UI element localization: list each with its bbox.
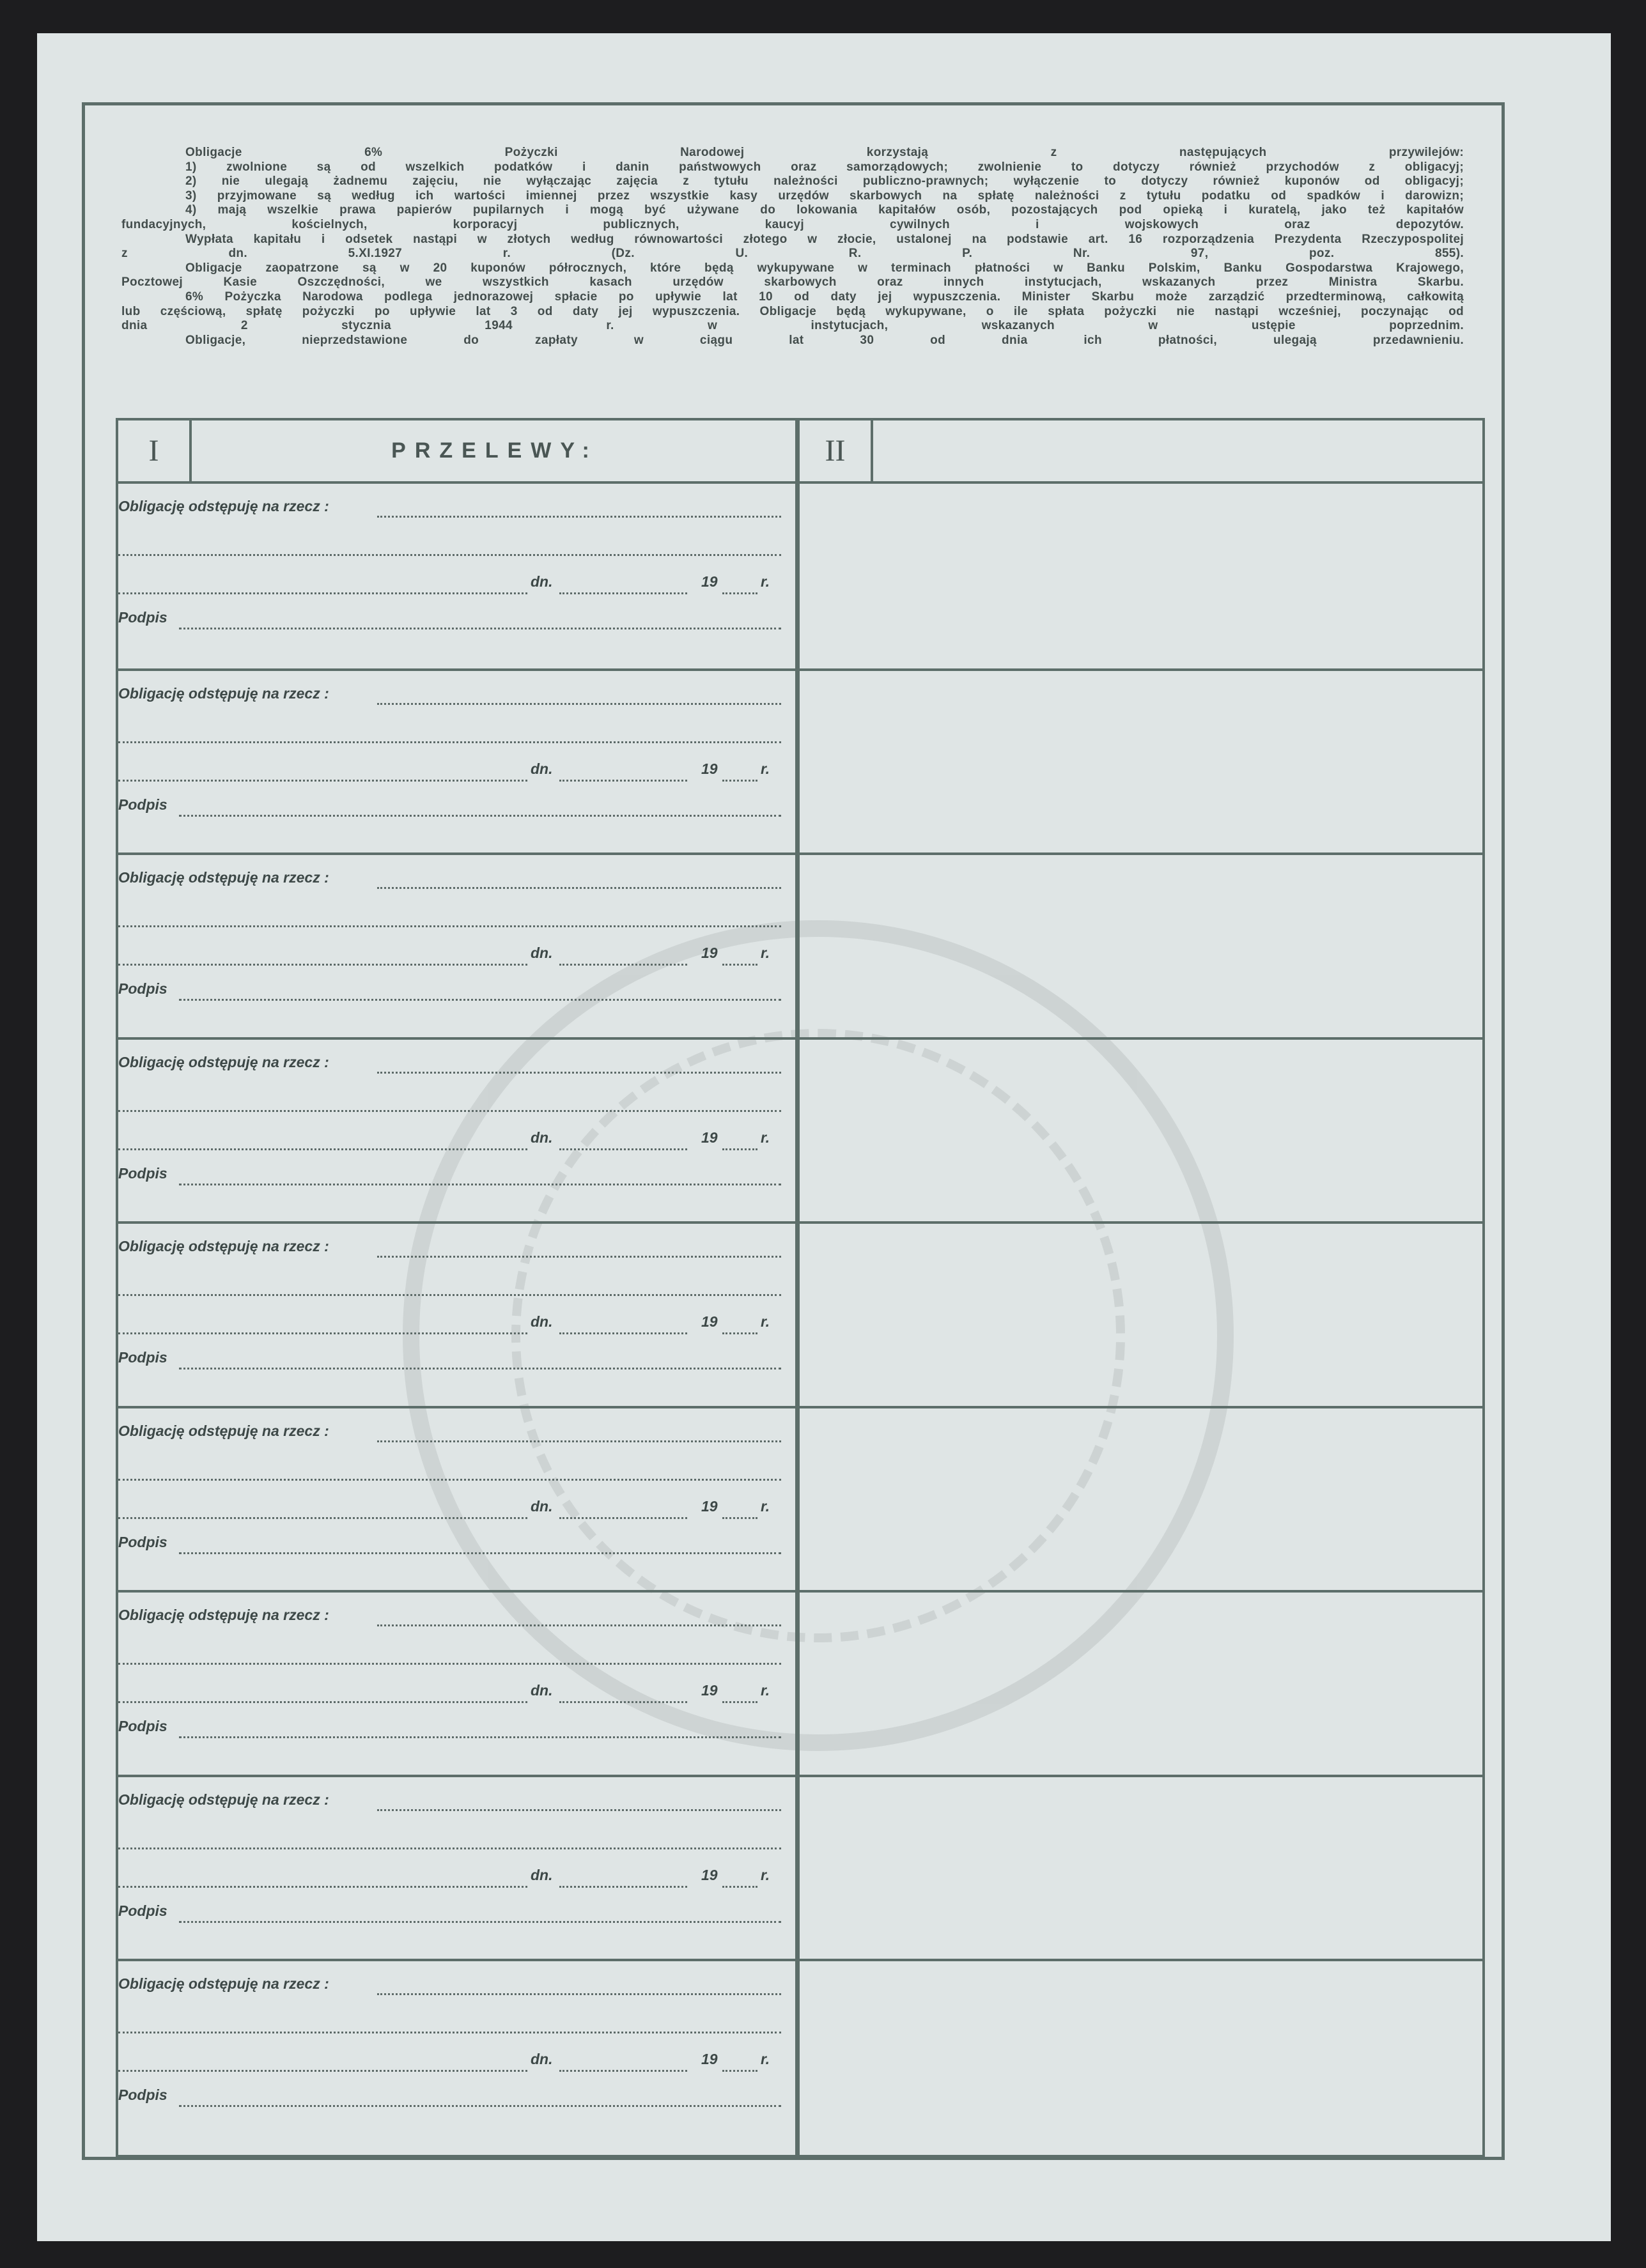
year-line[interactable] [722,592,757,594]
transfer-label: Obligację odstępuję na rzecz : [118,869,329,886]
signature-line[interactable] [179,1368,781,1369]
assignee-line[interactable] [377,1440,781,1442]
year-prefix: 19 [701,1129,718,1146]
transfers-column-right [797,418,1485,2157]
signature-label: Podpis [118,609,167,626]
year-suffix: r. [761,2051,770,2067]
right-entry-divider [800,1221,1482,1224]
intro-line: lub częściową, spłatę pożyczki po upływie lat 3 od daty jej wypuszczenia. Obligacje będą wykupywane, o ile spłata pożyczki nie nastąpi wcześniej, poczynając od [121,304,1464,318]
year-prefix: 19 [701,1313,718,1330]
assignee-line[interactable] [377,1809,781,1811]
year-prefix: 19 [701,1866,718,1883]
signature-line[interactable] [179,1184,781,1185]
assignee-line[interactable] [377,1624,781,1626]
year-suffix: r. [761,945,770,961]
transfer-label: Obligację odstępuję na rzecz : [118,1422,329,1439]
year-prefix: 19 [701,573,718,590]
assignee-line-2[interactable] [118,741,781,743]
date-label: dn. [531,945,553,961]
column-number-left: I [148,434,159,468]
date-place-line[interactable] [118,1701,527,1703]
assignee-line[interactable] [377,703,781,705]
year-line[interactable] [722,1701,757,1703]
signature-label: Podpis [118,1718,167,1734]
intro-line: Obligacje zaopatrzone są w 20 kuponów półrocznych, które będą wykupywane w terminach płatności w Banku Polskim, Banku Gospodarstwa Krajowego, [185,261,1464,275]
title-box [192,420,798,481]
column-number-box [118,420,192,481]
signature-label: Podpis [118,2087,167,2103]
transfer-entry [118,668,795,856]
intro-line: 4) mają wszelkie prawa papierów pupilarnych i mogą być używane do lokowania kapitałów osób, pozostających pod opieką i kuratelą, jako też kapitałów [185,203,1464,217]
right-entry-divider [800,668,1482,671]
right-entry-divider [800,1590,1482,1593]
assignee-line-2[interactable] [118,925,781,927]
assignee-line[interactable] [377,1256,781,1258]
transfer-entry [118,484,795,669]
intro-line: Obligacje, nieprzedstawione do zapłaty w ciągu lat 30 od dnia ich płatności, ulegają przedawnieniu. [185,333,1464,347]
intro-line: z dn. 5.XI.1927 r. (Dz. U. R. P. Nr. 97, poz. 855). [121,247,1464,261]
signature-label: Podpis [118,1164,167,1182]
assignee-line[interactable] [377,516,781,518]
date-label: dn. [531,573,553,590]
signature-label: Podpis [118,980,167,997]
signature-line[interactable] [179,1552,781,1554]
year-line[interactable] [722,1148,757,1150]
intro-line: 2) nie ulegają żadnemu zajęciu, nie wyłączając zajęcia z tytułu należności publiczno-prawnych; wyłączenie to dotyczy również kuponów od obligacyj; [185,174,1464,189]
transfers-column-left [116,418,798,2157]
signature-line[interactable] [179,1736,781,1738]
year-prefix: 19 [701,1497,718,1515]
year-suffix: r. [761,1682,770,1699]
transfer-entry [118,1959,795,2147]
date-place-line[interactable] [118,1886,527,1888]
date-label: dn. [531,1129,553,1146]
intro-line: Wypłata kapitału i odsetek nastąpi w złotych według równowartości złotego w złocie, ustalonej na podstawie art. 16 rozporządzenia Prezydenta Rzeczypospolitej [185,232,1464,246]
intro-line: 6% Pożyczka Narodowa podlega jednorazowej spłacie po upływie lat 10 od daty jej wypuszczenia. Minister Skarbu może zarządzić przedterminową, całkowitą [185,289,1464,304]
date-place-line[interactable] [118,1517,527,1519]
transfer-label: Obligację odstępuję na rzecz : [118,1791,329,1808]
signature-line[interactable] [179,815,781,817]
transfer-label: Obligację odstępuję na rzecz : [118,1053,329,1070]
signature-label: Podpis [118,1902,167,1919]
date-line[interactable] [559,592,687,594]
signature-label: Podpis [118,1533,167,1550]
privileges-text [121,146,1464,348]
right-entry-divider [800,1406,1482,1408]
date-place-line[interactable] [118,592,527,594]
transfer-entry [118,1775,795,1963]
date-line[interactable] [559,1886,687,1888]
date-label: dn. [531,2051,553,2067]
transfer-entry [118,1406,795,1594]
date-line[interactable] [559,1148,687,1150]
year-prefix: 19 [701,1682,718,1699]
year-line[interactable] [722,1332,757,1334]
date-line[interactable] [559,964,687,966]
date-line[interactable] [559,780,687,782]
year-prefix: 19 [701,760,718,777]
signature-line[interactable] [179,628,781,629]
date-line[interactable] [559,1517,687,1519]
date-label: dn. [531,1682,553,1699]
year-line[interactable] [722,780,757,782]
signature-label: Podpis [118,1349,167,1366]
transfer-entry [118,852,795,1040]
date-line[interactable] [559,2070,687,2072]
intro-line: Pocztowej Kasie Oszczędności, we wszystkich kasach urzędów skarbowych oraz innych instytucjach, wskazanych przez Ministra Skarbu. [121,275,1464,289]
signature-line[interactable] [179,1921,781,1923]
assignee-line-2[interactable] [118,1479,781,1481]
year-suffix: r. [761,573,770,590]
signature-line[interactable] [179,2105,781,2107]
transfer-label: Obligację odstępuję na rzecz : [118,498,329,514]
intro-line: Obligacje 6% Pożyczki Narodowej korzystają z następujących przywilejów: [185,146,1464,159]
year-prefix: 19 [701,945,718,961]
transfer-label: Obligację odstępuję na rzecz : [118,1238,329,1254]
year-suffix: r. [761,1866,770,1883]
year-line[interactable] [722,1886,757,1888]
transfer-label: Obligację odstępuję na rzecz : [118,1607,329,1623]
assignee-line[interactable] [377,1993,781,1995]
year-suffix: r. [761,1313,770,1330]
year-suffix: r. [761,1497,770,1515]
assignee-line-2[interactable] [118,2032,781,2033]
transfer-entry [118,1221,795,1409]
signature-line[interactable] [179,999,781,1001]
signature-label: Podpis [118,796,167,813]
date-place-line[interactable] [118,2070,527,2072]
page-title: PRZELEWY: [391,438,598,463]
column-number-right: II [825,434,846,468]
right-entry-divider [800,1775,1482,1777]
date-label: dn. [531,1313,553,1330]
transfer-label: Obligację odstępuję na rzecz : [118,1975,329,1992]
right-entry-divider [800,1037,1482,1040]
assignee-line-2[interactable] [118,1663,781,1665]
intro-line: 1) zwolnione są od wszelkich podatków i danin państwowych oraz samorządowych; zwolnienie to dotyczy również przychodów z obligacyj; [185,160,1464,174]
year-line[interactable] [722,2070,757,2072]
year-prefix: 19 [701,2051,718,2067]
intro-line: dnia 2 stycznia 1944 r. w instytucjach, wskazanych w ustępie poprzednim. [121,319,1464,333]
date-place-line[interactable] [118,1148,527,1150]
year-line[interactable] [722,1517,757,1519]
column-number-box [800,420,873,481]
intro-line: fundacyjnych, kościelnych, korporacyj publicznych, kaucyj cywilnych i wojskowych oraz depozytów. [121,217,1464,231]
date-place-line[interactable] [118,1332,527,1334]
right-entry-divider [800,1959,1482,1961]
intro-line: 3) przyjmowane są według ich wartości imiennej przez wszystkie kasy urzędów skarbowych na spłatę należności z tytułu podatku od spadków i darowizn; [185,189,1464,203]
date-place-line[interactable] [118,964,527,966]
date-place-line[interactable] [118,780,527,782]
right-entry-divider [800,852,1482,855]
date-line[interactable] [559,1701,687,1703]
year-line[interactable] [722,964,757,966]
date-label: dn. [531,1866,553,1883]
date-line[interactable] [559,1332,687,1334]
assignee-line-2[interactable] [118,1294,781,1296]
assignee-line-2[interactable] [118,1110,781,1112]
assignee-line-2[interactable] [118,554,781,556]
transfer-label: Obligację odstępuję na rzecz : [118,684,329,702]
year-suffix: r. [761,760,770,777]
assignee-line-2[interactable] [118,1848,781,1849]
transfer-entry [118,1590,795,1778]
date-label: dn. [531,760,553,777]
date-label: dn. [531,1497,553,1515]
transfer-entry [118,1037,795,1225]
assignee-line[interactable] [377,1072,781,1074]
header-divider [800,481,1482,484]
year-suffix: r. [761,1129,770,1146]
assignee-line[interactable] [377,887,781,889]
